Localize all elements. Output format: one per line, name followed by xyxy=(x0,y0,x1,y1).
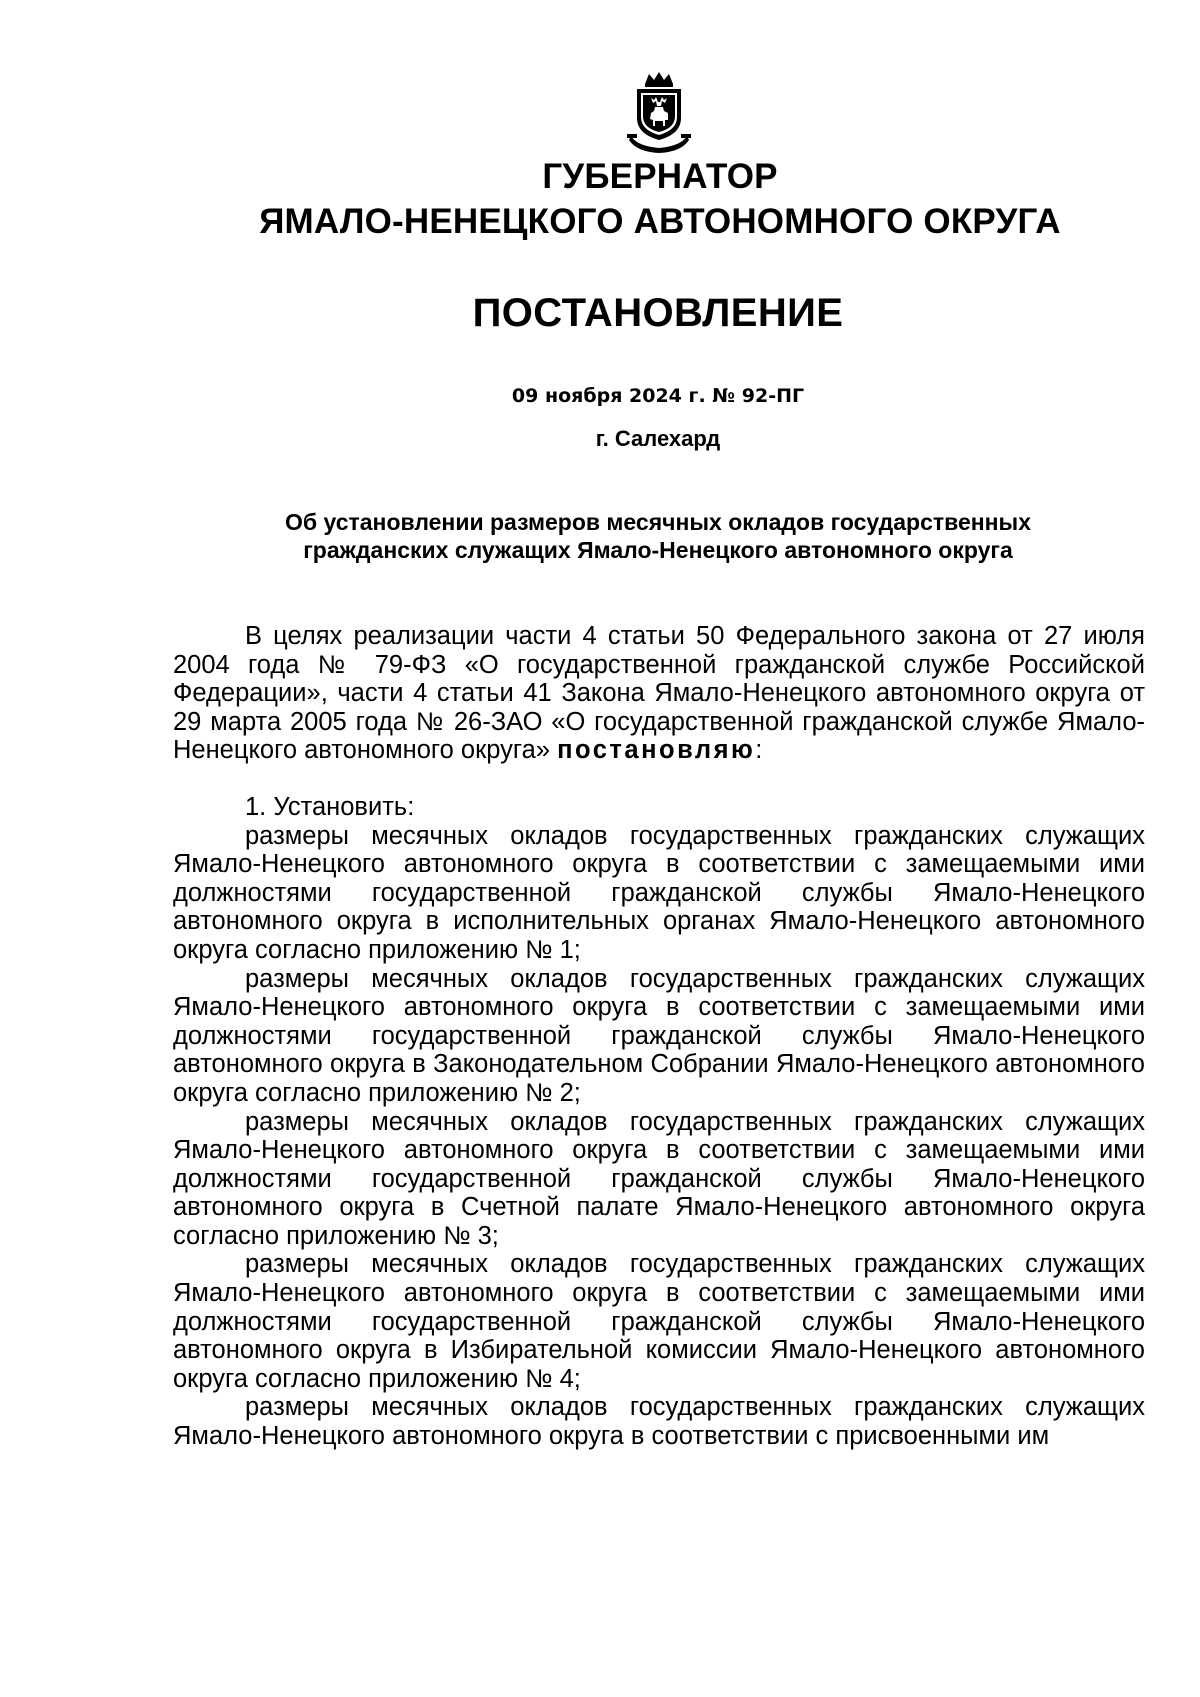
preamble-paragraph xyxy=(173,622,1145,765)
item-1-title: 1. Установить: xyxy=(245,792,415,821)
clause-paragraph: размеры месячных окладов государственных гражданских служащих Ямало-Ненецкого автономного округа в соответствии с замещаемыми ими должностями государственной гражданской службы Ямало-Ненецкого автономного округа в Законодательном Собрании Ямало-Ненецкого автономного округа согласно приложению № 2; xyxy=(173,964,1145,1107)
region-title: ЯМАЛО-НЕНЕЦКОГО АВТОНОМНОГО ОКРУГА xyxy=(259,202,1061,241)
clause-paragraph: размеры месячных окладов государственных гражданских служащих Ямало-Ненецкого автономного округа в соответствии с присвоенными им xyxy=(173,1393,1145,1451)
document-body xyxy=(173,622,1145,1451)
yamal-nenets-coat-of-arms-icon xyxy=(623,70,695,154)
governor-title: ГУБЕРНАТОР xyxy=(542,157,778,196)
clause-paragraph: размеры месячных окладов государственных гражданских служащих Ямало-Ненецкого автономного округа в соответствии с замещаемыми ими должностями государственной гражданской службы Ямало-Ненецкого автономного округа в исполнительных органах Ямало-Ненецкого автономного округа согласно приложению № 1; xyxy=(173,821,1145,964)
document-city: г. Салехард xyxy=(595,426,721,451)
clause-paragraph: размеры месячных окладов государственных гражданских служащих Ямало-Ненецкого автономного округа в соответствии с замещаемыми ими должностями государственной гражданской службы Ямало-Ненецкого автономного округа в Счетной палате Ямало-Ненецкого автономного округа согласно приложению № 3; xyxy=(173,1107,1145,1250)
document-subject xyxy=(0,508,1200,564)
subject-line-1: Об установлении размеров месячных окладов государственных xyxy=(285,509,1031,535)
clause-paragraph: размеры месячных окладов государственных гражданских служащих Ямало-Ненецкого автономного округа в соответствии с замещаемыми ими должностями государственной гражданской службы Ямало-Ненецкого автономного округа в Избирательной комиссии Ямало-Ненецкого автономного округа согласно приложению № 4; xyxy=(173,1250,1145,1393)
document-type: ПОСТАНОВЛЕНИЕ xyxy=(472,291,844,335)
subject-line-2: гражданских служащих Ямало-Ненецкого автономного округа xyxy=(303,537,1013,563)
preamble-end: : xyxy=(755,736,763,765)
document-date-number: 09 ноября 2024 г. № 92-ПГ xyxy=(511,385,805,407)
preamble-keyword: постановляю xyxy=(557,736,756,765)
preamble-text: В целях реализации части 4 статьи 50 Федерального закона от 27 июля 2004 года № 79-ФЗ «О государственной гражданской службе Российской Федерации», части 4 статьи 41 Закона Ямало-Ненецкого автономного округа от 29 марта 2005 года № 26-ЗАО «О государственной гражданской службе Ямало-Ненецкого автономного округа» xyxy=(173,622,1145,765)
